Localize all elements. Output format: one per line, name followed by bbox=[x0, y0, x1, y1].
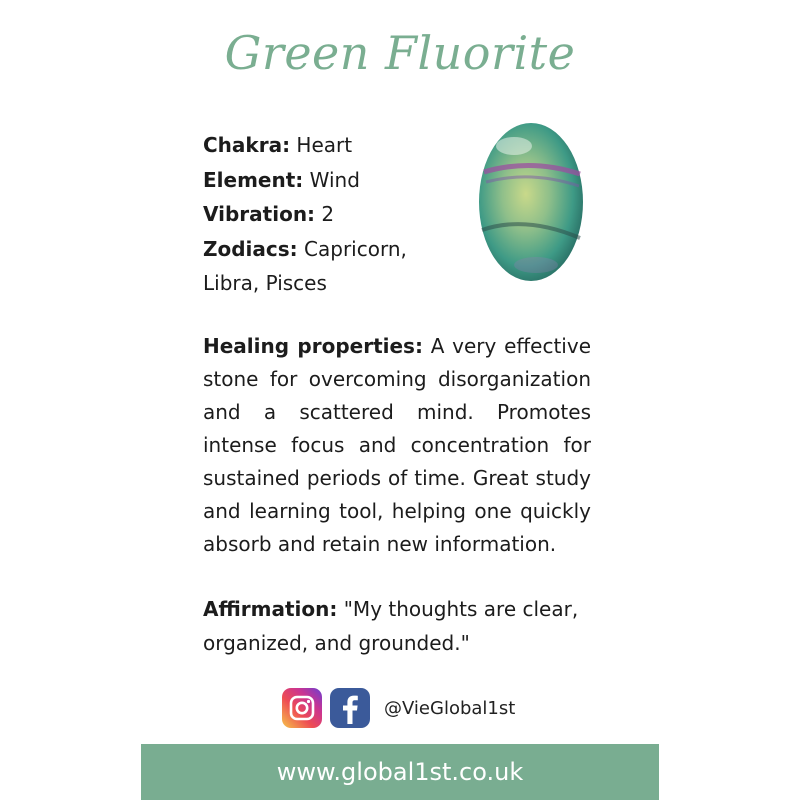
fact-label: Vibration: bbox=[203, 202, 316, 226]
fact-chakra bbox=[203, 128, 523, 163]
fact-label: Chakra: bbox=[203, 133, 291, 157]
card-title: Green Fluorite bbox=[224, 26, 576, 80]
healing-properties bbox=[203, 330, 591, 561]
instagram-icon[interactable] bbox=[282, 688, 322, 728]
fact-value: Wind bbox=[303, 167, 360, 192]
social-links bbox=[282, 687, 515, 729]
fact-value: Heart bbox=[290, 133, 353, 157]
fact-element bbox=[203, 163, 523, 198]
fact-zodiacs-continued: Libra, Pisces bbox=[203, 271, 327, 295]
healing-text: A very effective stone for overcoming disorganization and a scattered mind. Promotes intense focus and concentration for sustained periods of time. Great study and learning tool, helping one quickly absorb and retain new information. bbox=[203, 334, 591, 556]
footer-website[interactable]: www.global1st.co.uk bbox=[141, 744, 659, 800]
fact-label: Element: bbox=[203, 167, 304, 192]
affirmation bbox=[203, 592, 603, 660]
green-fluorite-stone-image bbox=[476, 120, 586, 285]
fact-label: Zodiacs: bbox=[203, 236, 298, 261]
healing-label: Healing properties: bbox=[203, 334, 423, 358]
facebook-icon[interactable] bbox=[330, 688, 370, 728]
fact-vibration bbox=[203, 197, 523, 232]
fact-zodiacs bbox=[203, 232, 523, 267]
instagram-glyph bbox=[282, 688, 322, 728]
info-card bbox=[141, 0, 659, 800]
fact-value: Capricorn, bbox=[297, 236, 407, 261]
fact-value: 2 bbox=[315, 202, 335, 226]
affirmation-text: "My thoughts are clear, organized, and grounded." bbox=[203, 597, 579, 655]
facebook-glyph bbox=[330, 688, 370, 728]
social-handle: @VieGlobal1st bbox=[384, 697, 516, 719]
affirmation-label: Affirmation: bbox=[203, 597, 338, 621]
stone-facts bbox=[203, 128, 523, 301]
